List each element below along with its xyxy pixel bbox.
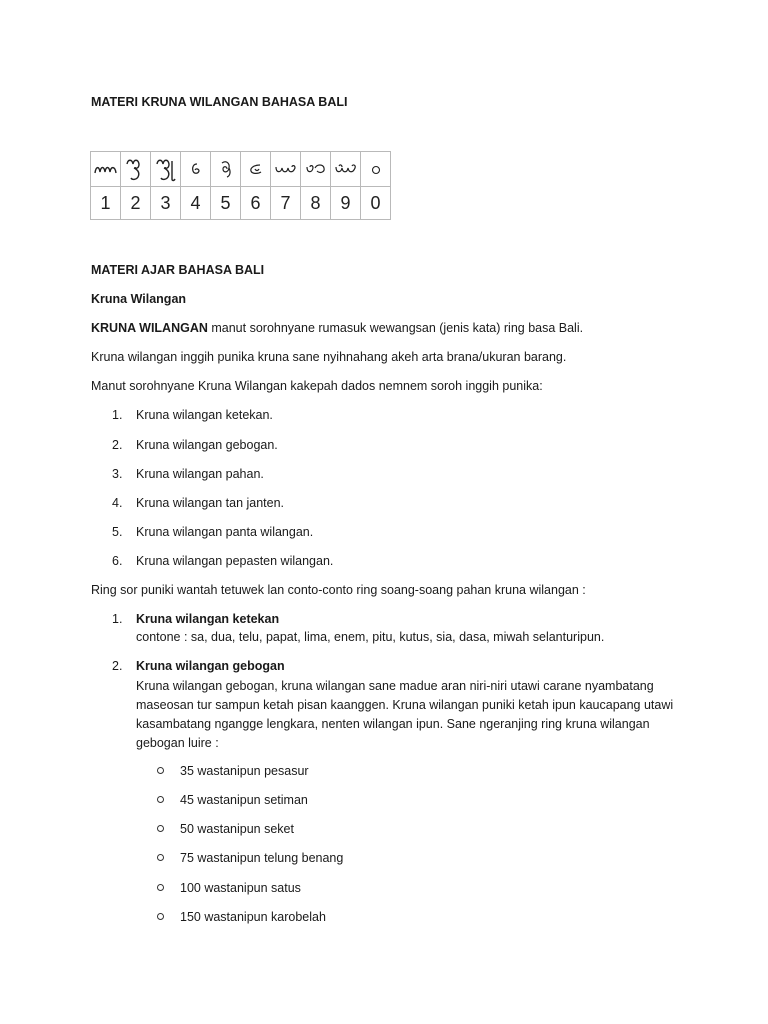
- section-2-line: gebogan luire :: [136, 736, 219, 750]
- definition-paragraph: Kruna wilangan inggih punika kruna sane nyihnahang akeh arta brana/ukuran barang.: [91, 350, 567, 364]
- circle-bullet-icon: [157, 796, 164, 803]
- balinese-numeral-2-icon: [121, 152, 151, 187]
- balinese-numeral-0-icon: [361, 152, 391, 187]
- section-2-line: Kruna wilangan gebogan, kruna wilangan sane madue aran niri-niri utawi carane nyambatang: [136, 679, 654, 693]
- digit-cell: 5: [211, 187, 241, 220]
- digit-cell: 8: [301, 187, 331, 220]
- section-2-title: 2. Kruna wilangan gebogan: [112, 659, 285, 673]
- digit-cell: 2: [121, 187, 151, 220]
- circle-bullet-icon: [157, 825, 164, 832]
- balinese-numeral-6-icon: [241, 152, 271, 187]
- subheading: Kruna Wilangan: [91, 292, 187, 306]
- section-1-body: contone : sa, dua, telu, papat, lima, enem, pitu, kutus, sia, dasa, miwah selanturipun.: [136, 630, 605, 644]
- list-item: 5. Kruna wilangan panta wilangan.: [112, 525, 314, 539]
- numeral-glyph-row: [91, 152, 391, 187]
- types-intro-paragraph: Manut sorohnyane Kruna Wilangan kakepah dados nemnem soroh inggih punika:: [91, 379, 543, 393]
- digit-cell: 3: [151, 187, 181, 220]
- balinese-numeral-1-icon: [91, 152, 121, 187]
- document-title: MATERI KRUNA WILANGAN BAHASA BALI: [91, 95, 348, 109]
- balinese-numeral-5-icon: [211, 152, 241, 187]
- examples-intro-paragraph: Ring sor puniki wantah tetuwek lan conto-conto ring soang-soang pahan kruna wilangan :: [91, 583, 586, 597]
- digit-cell: 6: [241, 187, 271, 220]
- bullet-item: 35 wastanipun pesasur: [157, 763, 309, 780]
- section-1-title: 1. Kruna wilangan ketekan: [112, 612, 280, 626]
- digit-cell: 7: [271, 187, 301, 220]
- bullet-item: 75 wastanipun telung benang: [157, 850, 343, 867]
- digit-cell: 1: [91, 187, 121, 220]
- circle-bullet-icon: [157, 854, 164, 861]
- list-item: 2. Kruna wilangan gebogan.: [112, 438, 278, 452]
- balinese-numeral-3-icon: [151, 152, 181, 187]
- list-item: 3. Kruna wilangan pahan.: [112, 467, 264, 481]
- digit-cell: 9: [331, 187, 361, 220]
- numeral-digit-row: [91, 187, 391, 220]
- intro-paragraph: [91, 320, 583, 337]
- balinese-numeral-8-icon: [301, 152, 331, 187]
- balinese-numeral-9-icon: [331, 152, 361, 187]
- list-item: 1. Kruna wilangan ketekan.: [112, 408, 273, 422]
- list-item: 4. Kruna wilangan tan janten.: [112, 496, 285, 510]
- circle-bullet-icon: [157, 913, 164, 920]
- circle-bullet-icon: [157, 767, 164, 774]
- intro-text: manut sorohnyane rumasuk wewangsan (jenis kata) ring basa Bali.: [207, 321, 584, 335]
- bullet-item: 100 wastanipun satus: [157, 880, 301, 897]
- list-item: 6. Kruna wilangan pepasten wilangan.: [112, 554, 334, 568]
- balinese-numeral-7-icon: [271, 152, 301, 187]
- balinese-numeral-table: [90, 151, 391, 220]
- digit-cell: 0: [361, 187, 391, 220]
- bullet-item: 45 wastanipun setiman: [157, 792, 308, 809]
- bullet-item: 50 wastanipun seket: [157, 821, 294, 838]
- circle-bullet-icon: [157, 884, 164, 891]
- digit-cell: 4: [181, 187, 211, 220]
- intro-bold-term: KRUNA WILANGAN: [91, 321, 208, 335]
- bullet-item: 150 wastanipun karobelah: [157, 909, 326, 926]
- section-heading: MATERI AJAR BAHASA BALI: [91, 263, 265, 277]
- section-2-line: maseosan tur sampun ketah pisan kaanggen. Kruna wilangan puniki ketah ipun kaucapang utawi: [136, 698, 674, 712]
- section-2-line: kasambatang ngangge lengkara, nenten wilangan ipun. Sane ngeranjing ring kruna wilangan: [136, 717, 650, 731]
- balinese-numeral-4-icon: [181, 152, 211, 187]
